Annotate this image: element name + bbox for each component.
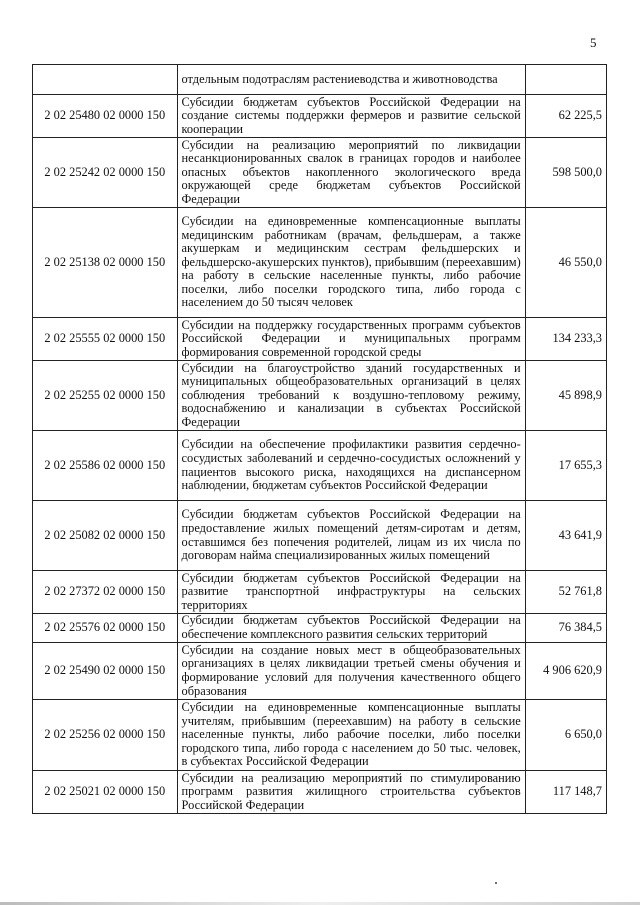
table-row: [33, 700, 607, 771]
description-cell: Субсидии на реализацию мероприятий по ликвидации несанкционированных свалок в границах городов и наиболее опасных объектов накопленного экологического вреда окружающей среде бюджетам субъектов Российской Федерации: [177, 138, 525, 208]
amount-cell: 62 225,5: [525, 95, 606, 138]
table-row: [33, 138, 607, 208]
budget-table: [32, 64, 607, 814]
budget-code-cell: 2 02 25082 02 0000 150: [33, 501, 178, 571]
amount-cell: 46 550,0: [525, 208, 606, 318]
table-row: [33, 65, 607, 95]
description-cell: Субсидии на единовременные компенсационные выплаты медицинским работникам (врачам, фельдшерам, а также акушеркам и медицинским сестрам фельдшерских и фельдшерско-акушерских пунктов), прибывшим (переехавшим) на работу в сельские населенные пункты, либо рабочие поселки, либо поселки городского типа, либо города с населением до 50 тысяч человек: [177, 208, 525, 318]
description-cell: Субсидии бюджетам субъектов Российской Федерации на развитие транспортной инфраструктуры на сельских территориях: [177, 571, 525, 614]
budget-code-cell: 2 02 25555 02 0000 150: [33, 318, 178, 361]
table-row: [33, 208, 607, 318]
table-row: [33, 643, 607, 700]
budget-code-cell: 2 02 25138 02 0000 150: [33, 208, 178, 318]
description-cell: Субсидии на создание новых мест в общеобразовательных организациях в целях ликвидации третьей смены обучения и формирование условий для получения качественного общего образования: [177, 643, 525, 700]
table-row: [33, 361, 607, 431]
page-number: 5: [590, 35, 597, 50]
description-cell: Субсидии на благоустройство зданий государственных и муниципальных общеобразовательных организаций в целях соблюдения требований к воздушно-тепловому режиму, водоснабжению и канализации в субъектах Российской Федерации: [177, 361, 525, 431]
budget-code-cell: 2 02 25255 02 0000 150: [33, 361, 178, 431]
budget-code-cell: 2 02 25256 02 0000 150: [33, 700, 178, 771]
description-cell: отдельным подотраслям растениеводства и животноводства: [177, 65, 525, 95]
amount-cell: 52 761,8: [525, 571, 606, 614]
budget-code-cell: 2 02 25242 02 0000 150: [33, 138, 178, 208]
description-cell: Субсидии бюджетам субъектов Российской Федерации на предоставление жилых помещений детям-сиротам и детям, оставшимся без попечения родителей, лицам из их числа по договорам найма специализированных жилых помещений: [177, 501, 525, 571]
table-row: [33, 614, 607, 643]
amount-cell: 17 655,3: [525, 431, 606, 501]
amount-cell: 45 898,9: [525, 361, 606, 431]
description-cell: Субсидии бюджетам субъектов Российской Федерации на создание системы поддержки фермеров и развитие сельской кооперации: [177, 95, 525, 138]
description-cell: Субсидии на обеспечение профилактики развития сердечно-сосудистых заболеваний и сердечно-сосудистых осложнений у пациентов высокого риска, находящихся на диспансерном наблюдении, бюджетам субъектов Российской Федерации: [177, 431, 525, 501]
budget-code-cell: 2 02 27372 02 0000 150: [33, 571, 178, 614]
amount-cell: 4 906 620,9: [525, 643, 606, 700]
budget-code-cell: 2 02 25586 02 0000 150: [33, 431, 178, 501]
scan-speck: [495, 882, 497, 884]
description-cell: Субсидии на реализацию мероприятий по стимулированию программ развития жилищного строительства субъектов Российской Федерации: [177, 771, 525, 814]
table-row: [33, 771, 607, 814]
table-row: [33, 431, 607, 501]
table-row: [33, 318, 607, 361]
amount-cell: 76 384,5: [525, 614, 606, 643]
budget-code-cell: [33, 65, 178, 95]
table-row: [33, 571, 607, 614]
table-row: [33, 501, 607, 571]
amount-cell: 117 148,7: [525, 771, 606, 814]
amount-cell: 43 641,9: [525, 501, 606, 571]
amount-cell: 598 500,0: [525, 138, 606, 208]
budget-code-cell: 2 02 25480 02 0000 150: [33, 95, 178, 138]
description-cell: Субсидии на поддержку государственных программ субъектов Российской Федерации и муниципальных программ формирования современной городской среды: [177, 318, 525, 361]
budget-code-cell: 2 02 25021 02 0000 150: [33, 771, 178, 814]
amount-cell: 6 650,0: [525, 700, 606, 771]
budget-code-cell: 2 02 25490 02 0000 150: [33, 643, 178, 700]
table-row: [33, 95, 607, 138]
amount-cell: [525, 65, 606, 95]
budget-code-cell: 2 02 25576 02 0000 150: [33, 614, 178, 643]
amount-cell: 134 233,3: [525, 318, 606, 361]
description-cell: Субсидии на единовременные компенсационные выплаты учителям, прибывшим (переехавшим) на работу в сельские населенные пункты, либо рабочие поселки, либо поселки городского типа, либо города с населением до 50 тыс. человек, в субъектах Российской Федерации: [177, 700, 525, 771]
description-cell: Субсидии бюджетам субъектов Российской Федерации на обеспечение комплексного развития сельских территорий: [177, 614, 525, 643]
